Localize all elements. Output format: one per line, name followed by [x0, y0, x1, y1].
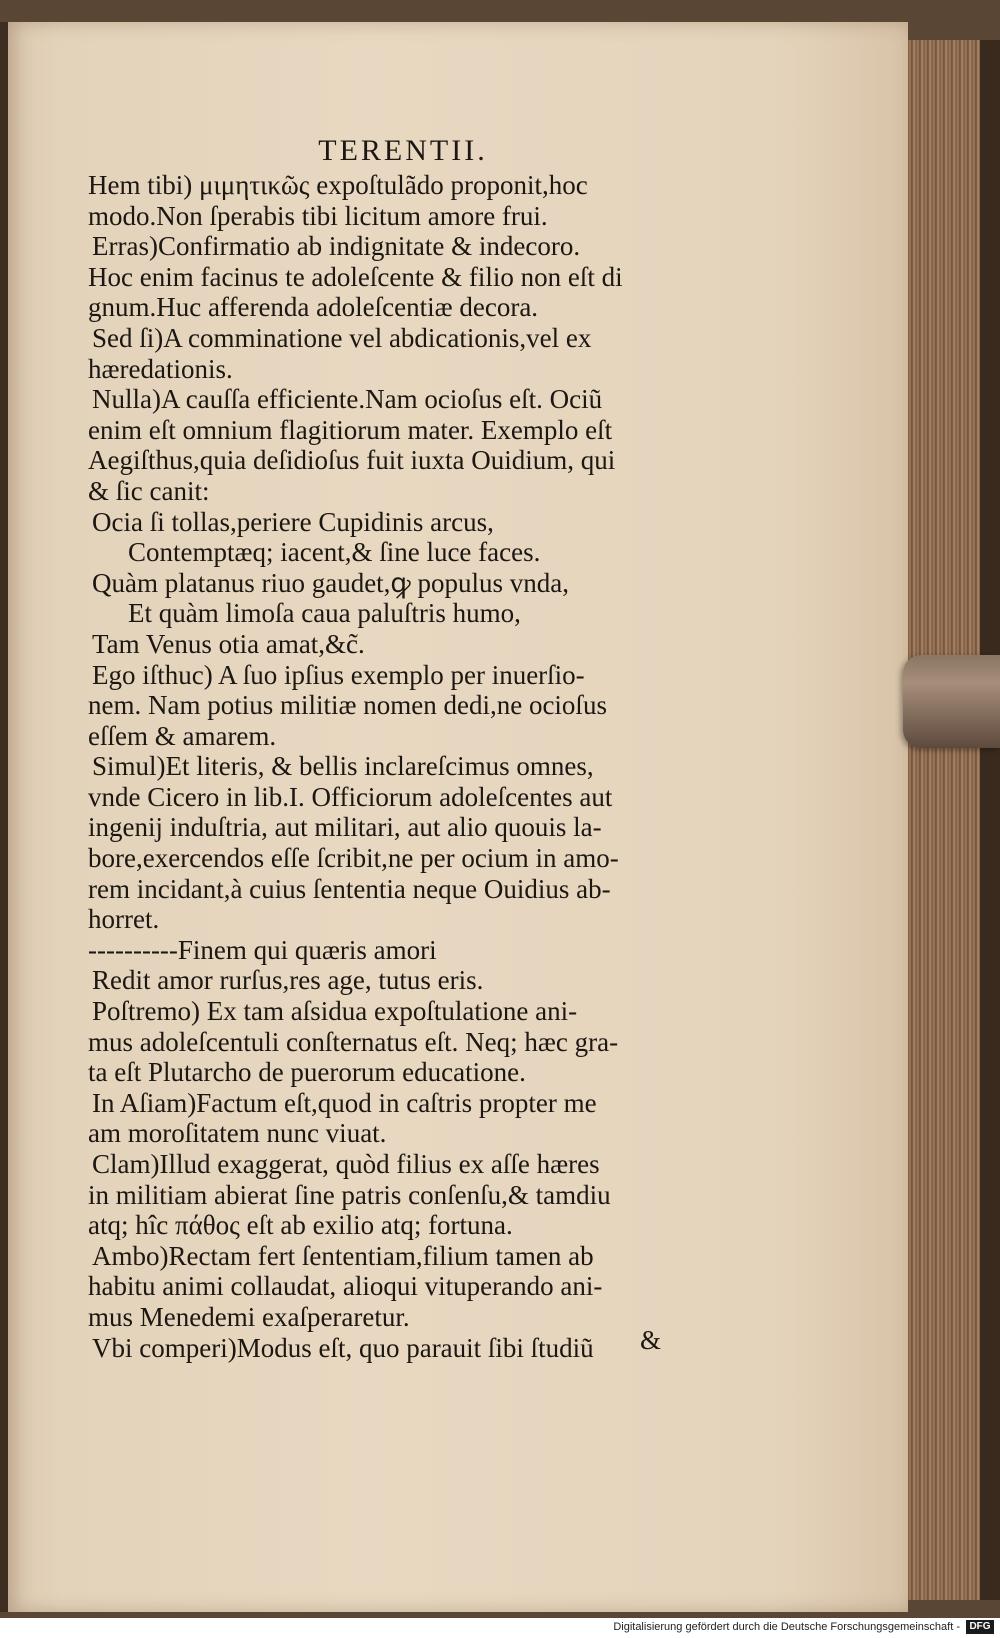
- text-line: Erras)Confirmatio ab indignitate & indecoro.: [92, 231, 581, 262]
- text-line: bore,exercendos eſſe ſcribit,ne per ocium in amo-: [88, 843, 619, 874]
- text-line: Hem tibi) μιμητικῶς expoſtulãdo proponit,hoc: [88, 170, 588, 200]
- page-clip: [903, 655, 1000, 748]
- text-line: rem incidant,à cuius ſententia neque Ouidius ab-: [88, 873, 611, 904]
- text-line: mus Menedemi exaſperaretur.: [88, 1301, 410, 1332]
- text-line: ingenĳ induſtria, aut militari, aut alio quouis la-: [88, 812, 602, 843]
- text-line: Nulla)A cauſſa efficiente.Nam ocioſus eſt. Ociũ: [92, 384, 603, 415]
- text-line: In Aſiam)Factum eſt,quod in caſtris propter me: [92, 1087, 597, 1118]
- text-line: modo.Non ſperabis tibi licitum amore frui.: [88, 200, 548, 231]
- text-line: mus adoleſcentuli conſternatus eſt. Neq; hæc gra-: [88, 1026, 619, 1057]
- text-line: Sed ſi)A comminatione vel abdicationis,vel ex: [92, 322, 592, 353]
- text-line: habitu animi collaudat, alioqui vituperando ani-: [88, 1271, 603, 1302]
- verse-line: Contemptæq; iacent,& ſine luce faces.: [128, 537, 541, 568]
- running-head: TERENTII.: [318, 134, 488, 167]
- verse-line: Tam Venus otia amat,&c̃.: [92, 628, 365, 659]
- text-line: nem. Nam potius militiæ nomen dedi,ne ocioſus: [88, 690, 607, 721]
- verse-line: Quàm platanus riuo gaudet,ꝙ populus vnda,: [92, 567, 569, 598]
- verse-line: Ocia ſi tollas,periere Cupidinis arcus,: [92, 506, 494, 537]
- dfg-logo: DFG: [966, 1620, 994, 1634]
- verse-line: Redit amor rurſus,res age, tutus eris.: [92, 965, 484, 996]
- text-line: Hoc enim facinus te adoleſcente & filio non eſt di: [88, 261, 623, 292]
- catchword: &: [640, 1325, 662, 1355]
- text-line: Ambo)Rectam fert ſententiam,filium tamen ab: [92, 1240, 594, 1271]
- text-line: in militiam abierat ſine patris conſenſu,& tamdiu: [88, 1179, 611, 1210]
- text-line: Simul)Et literis, & bellis inclareſcimus omnes,: [92, 751, 594, 782]
- text-line: Aegiſthus,quia deſidioſus fuit iuxta Ouidium, qui: [88, 445, 616, 476]
- funding-credit: Digitalisierung gefördert durch die Deutsche Forschungsgemeinschaft -: [613, 1621, 960, 1633]
- text-line: vnde Cicero in lib.I. Officiorum adoleſcentes aut: [88, 781, 613, 812]
- text-line: Ego iſthuc) A ſuo ipſius exemplo per inuerſio-: [92, 659, 585, 690]
- footer-bar: [0, 1618, 1000, 1638]
- verse-line: ----------Finem qui quæris amori: [88, 934, 437, 965]
- text-line: horret.: [88, 904, 160, 935]
- text-line: & ſic canit:: [88, 475, 210, 506]
- body-text: [88, 170, 673, 1363]
- text-line: gnum.Huc afferenda adoleſcentiæ decora.: [88, 292, 539, 323]
- verse-line: Et quàm limoſa caua paluſtris humo,: [128, 598, 521, 629]
- book-cover-edge: [980, 40, 1000, 1600]
- text-line: Poſtremo) Ex tam aſsidua expoſtulatione ani-: [92, 996, 578, 1027]
- text-line: ta eſt Plutarcho de puerorum educatione.: [88, 1057, 526, 1088]
- text-line: am moroſitatem nunc viuat.: [88, 1118, 387, 1149]
- text-line: atq; hîc πάθος eſt ab exilio atq; fortuna.: [88, 1210, 513, 1241]
- text-line: Clam)Illud exaggerat, quòd filius ex aſſe hæres: [92, 1149, 600, 1179]
- text-line: enim eſt omnium flagitiorum mater. Exemplo eſt: [88, 414, 613, 445]
- text-line: hæredationis.: [88, 353, 233, 384]
- text-line: Vbi comperi)Modus eſt, quo parauit ſibi ſtudiũ: [92, 1332, 594, 1363]
- text-line: eſſem & amarem.: [88, 720, 277, 751]
